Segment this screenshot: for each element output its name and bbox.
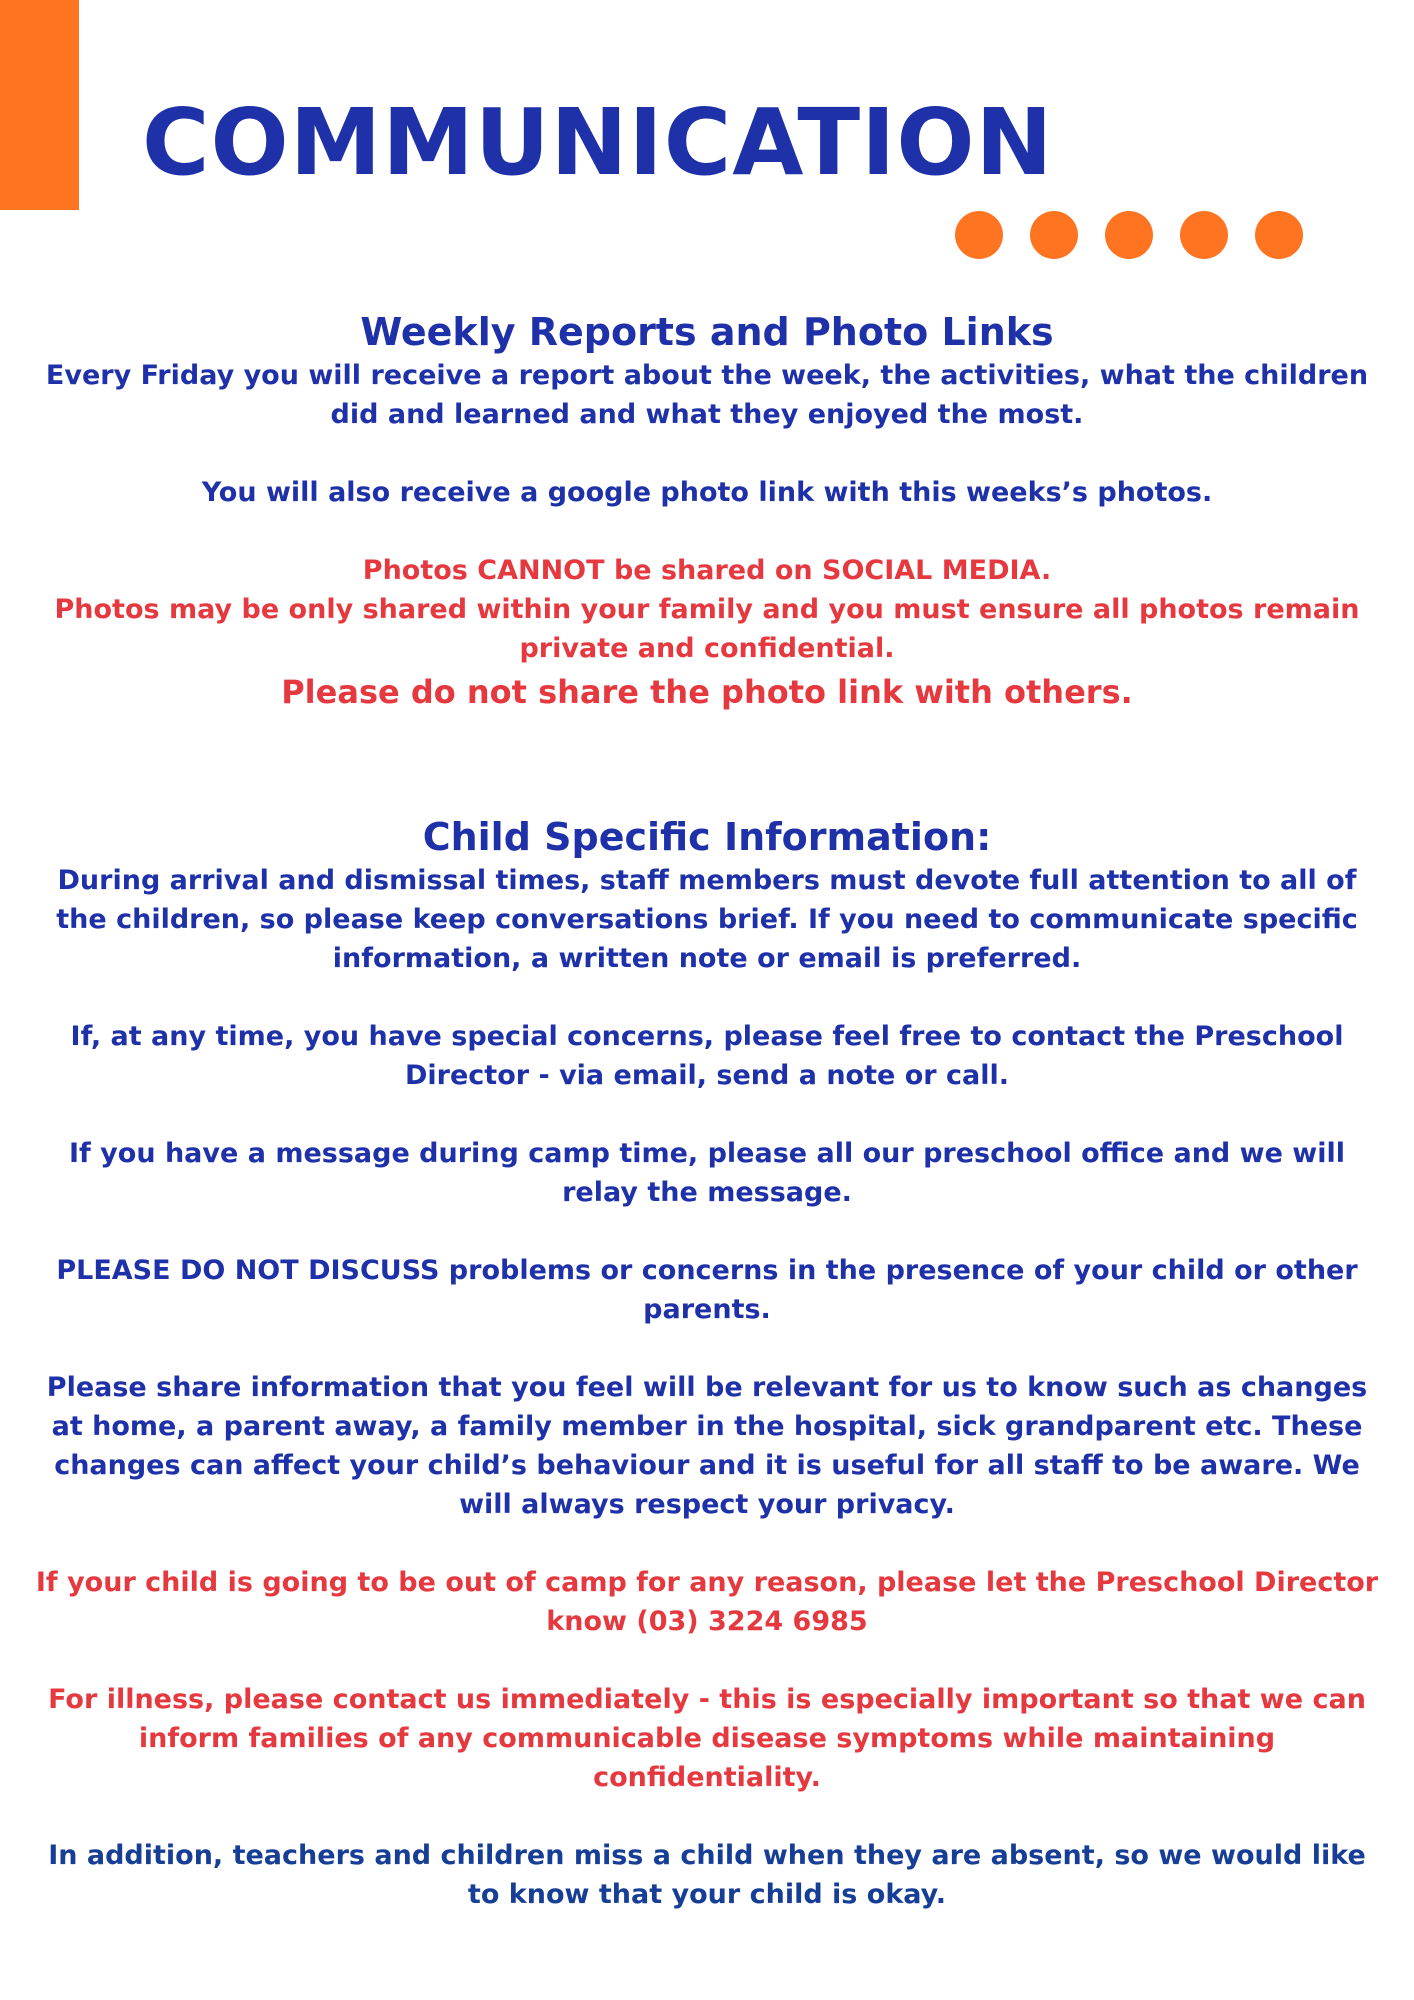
dot xyxy=(1255,211,1303,259)
social-media-warning: Photos CANNOT be shared on SOCIAL MEDIA. xyxy=(362,555,1052,586)
do-not-discuss-text: PLEASE DO NOT DISCUSS problems or concerns in the presence of your child or other parents. xyxy=(56,1255,1358,1325)
dot xyxy=(1030,211,1078,259)
family-share-text: Photos may be only shared within your family and you must ensure all photos remain private and confidential. xyxy=(54,594,1360,664)
illness-notice-text: For illness, please contact us immediately - this is especially important so that we can inform families of any communicable disease symptoms while maintaining confidentiality. xyxy=(48,1684,1366,1793)
weekly-reports-section xyxy=(30,308,1384,716)
page-title: COMMUNICATION xyxy=(142,89,1054,196)
absence-concern-text: In addition, teachers and children miss a child when they are absent, so we would like to know that your child is okay. xyxy=(48,1840,1366,1910)
dot xyxy=(1180,211,1228,259)
child-info-heading: Child Specific Information: xyxy=(422,815,992,859)
accent-bar xyxy=(0,0,79,210)
dot xyxy=(1105,211,1153,259)
absence-notice-text: If your child is going to be out of camp for any reason, please let the Preschool Director know (03) 3224 6985 xyxy=(35,1567,1379,1637)
decorative-dots xyxy=(955,211,1303,259)
photo-link-text: You will also receive a google photo link with this weeks’s photos. xyxy=(201,477,1213,508)
child-info-section xyxy=(30,813,1384,1914)
weekly-report-text: Every Friday you will receive a report about the week, the activities, what the children did and learned and what they enjoyed the most. xyxy=(45,360,1369,430)
arrival-dismissal-text: During arrival and dismissal times, staff members must devote full attention to all of the children, so please keep conversations brief. If you need to communicate specific information, a written note or email is preferred. xyxy=(56,865,1358,974)
weekly-reports-heading: Weekly Reports and Photo Links xyxy=(360,310,1054,354)
share-information-text: Please share information that you feel will be relevant for us to know such as changes at home, a parent away, a family member in the hospital, sick grandparent etc. These changes can affect your child’s behaviour and it is useful for all staff to be aware. We will always respect your privacy. xyxy=(46,1372,1368,1520)
dot xyxy=(955,211,1003,259)
camp-message-text: If you have a message during camp time, please all our preschool office and we will relay the message. xyxy=(68,1138,1346,1208)
no-share-warning: Please do not share the photo link with others. xyxy=(281,673,1133,711)
special-concerns-text: If, at any time, you have special concerns, please feel free to contact the Preschool Director - via email, send a note or call. xyxy=(70,1021,1344,1091)
